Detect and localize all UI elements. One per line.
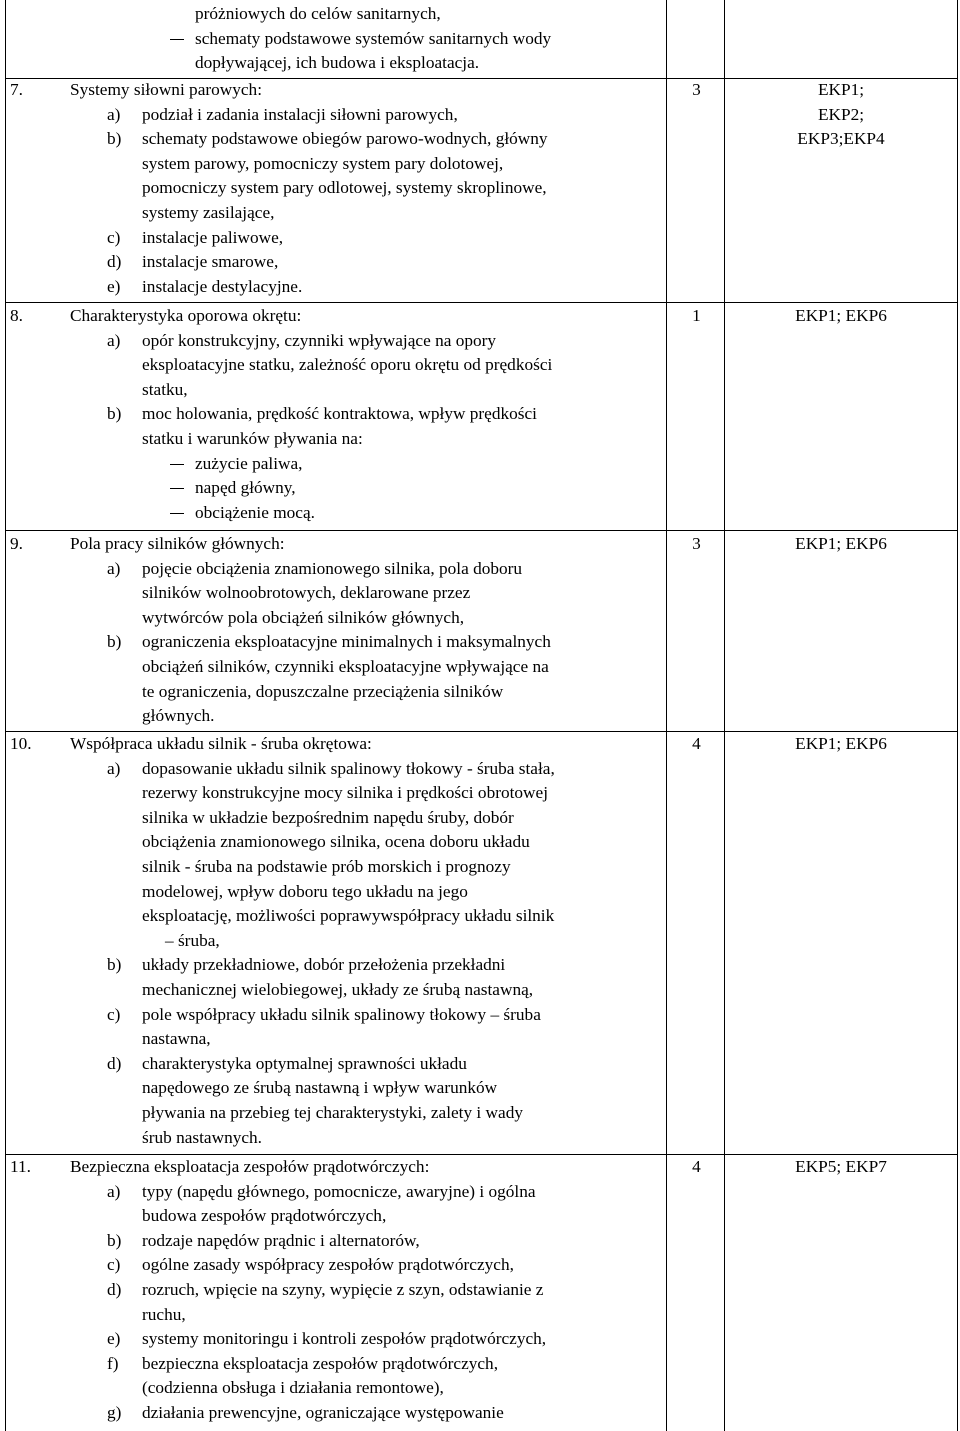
ekp-code: EKP1; EKP6 — [795, 306, 887, 325]
row-separator — [5, 530, 958, 531]
item-letter: c) — [107, 1004, 121, 1024]
item-text: system parowy, pomocniczy system pary dolotowej, — [142, 153, 504, 173]
topic-cell — [10, 732, 665, 1150]
item-letter: b) — [107, 955, 122, 975]
topic-number: 10. — [10, 734, 32, 753]
item-text: obciążenia znamionowego silnika, ocena doboru układu — [142, 832, 530, 852]
ekp-code: EKP2; — [817, 104, 865, 124]
ekp-code: EKP1; EKP6 — [795, 534, 887, 553]
topic-cell — [10, 1155, 665, 1426]
ekp-cell — [728, 304, 954, 329]
ekp-cell — [728, 732, 954, 757]
item-text: działania prewencyjne, ograniczające występowanie — [142, 1402, 504, 1422]
continuation-line — [10, 2, 665, 27]
item-text: napędowego ze śrubą nastawną i wpływ warunków — [142, 1078, 498, 1098]
dash-item-text: napęd główny, — [195, 478, 296, 498]
dash-item-text: zużycie paliwa, — [195, 453, 303, 473]
item-letter: e) — [107, 276, 121, 296]
ekp-cell — [728, 532, 954, 557]
item-letter: g) — [107, 1402, 122, 1422]
row-separator — [5, 302, 958, 303]
continuation-dash-line — [10, 27, 665, 52]
hours-cell: 3 — [692, 80, 701, 99]
item-text: ogólne zasady współpracy zespołów prądotwórczych, — [142, 1255, 514, 1275]
item-text: śrub nastawnych. — [142, 1127, 262, 1147]
item-letter: c) — [107, 227, 121, 247]
column-divider-hours — [666, 0, 667, 1431]
item-letter: d) — [107, 1279, 122, 1299]
item-text: pływania na przebieg tej charakterystyki, zalety i wady — [142, 1102, 523, 1122]
topic-number: 9. — [10, 534, 23, 553]
item-text: rozruch, wpięcie na szyny, wypięcie z szyn, odstawianie z — [142, 1279, 544, 1299]
item-letter: f) — [107, 1353, 119, 1373]
topic-title: Współpraca układu silnik - śruba okrętowa: — [70, 734, 372, 753]
item-text: instalacje smarowe, — [142, 252, 279, 272]
ekp-code: EKP1; — [817, 80, 865, 99]
dash-bullet — [170, 39, 184, 40]
topic-title: Systemy siłowni parowych: — [70, 80, 263, 99]
table-border-left — [5, 0, 6, 1431]
item-letter: a) — [107, 330, 121, 350]
item-text: rezerwy konstrukcyjne mocy silnika i prędkości obrotowej — [142, 783, 548, 803]
item-text: ograniczenia eksploatacyjne minimalnych i maksymalnych — [142, 632, 551, 652]
item-text: charakterystyka optymalnej sprawności układu — [142, 1053, 467, 1073]
ekp-code: EKP3;EKP4 — [797, 129, 885, 149]
topic-title: Pola pracy silników głównych: — [70, 534, 285, 553]
item-letter: b) — [107, 129, 122, 149]
item-text: systemy zasilające, — [142, 202, 275, 222]
item-text: systemy monitoringu i kontroli zespołów prądotwórczych, — [142, 1329, 547, 1349]
item-text: nastawna, — [142, 1029, 211, 1049]
topic-number: 11. — [10, 1157, 31, 1176]
item-text: ruchu, — [142, 1304, 186, 1324]
hours-cell: 3 — [692, 534, 701, 553]
continuation-line — [10, 51, 665, 76]
item-text: modelowej, wpływ doboru tego układu na jego — [142, 881, 468, 901]
dash-bullet — [170, 513, 184, 514]
item-text: eksploatacyjne statku, zależność oporu okrętu od prędkości — [142, 355, 553, 375]
item-text: statku, — [142, 379, 188, 399]
item-text: (codzienna obsługa i działania remontowe), — [142, 1378, 444, 1398]
item-text: rodzaje napędów prądnic i alternatorów, — [142, 1230, 420, 1250]
item-letter: b) — [107, 1230, 122, 1250]
item-letter: d) — [107, 252, 122, 272]
topic-cell — [10, 304, 665, 525]
item-text: dopasowanie układu silnik spalinowy tłokowy - śruba stała, — [142, 758, 555, 778]
item-text: wytwórców pola obciążeń silników głównych, — [142, 607, 465, 627]
topic-cell — [10, 78, 665, 299]
dash-bullet — [170, 488, 184, 489]
topic-cell — [10, 532, 665, 729]
topic-number: 7. — [10, 80, 23, 99]
item-text: typy (napędu głównego, pomocnicze, awaryjne) i ogólna — [142, 1181, 536, 1201]
continuation-text: próżniowych do celów sanitarnych, — [195, 4, 441, 23]
item-text: instalacje destylacyjne. — [142, 276, 303, 296]
item-letter: b) — [107, 632, 122, 652]
item-text: silnik - śruba na podstawie prób morskich i prognozy — [142, 856, 511, 876]
item-text: statku i warunków pływania na: — [142, 428, 363, 448]
item-letter: a) — [107, 1181, 121, 1201]
dash-bullet — [170, 464, 184, 465]
item-text: instalacje paliwowe, — [142, 227, 284, 247]
item-text: te ograniczenia, dopuszczalne przeciążenia silników — [142, 681, 504, 701]
dash-item-text: obciążenie mocą. — [195, 502, 315, 522]
topic-number: 8. — [10, 306, 23, 325]
hours-cell: 4 — [692, 734, 701, 753]
item-text: schematy podstawowe obiegów parowo-wodnych, główny — [142, 129, 548, 149]
item-text: pole współpracy układu silnik spalinowy tłokowy – śruba — [142, 1004, 541, 1024]
item-letter: b) — [107, 404, 122, 424]
item-letter: d) — [107, 1053, 122, 1073]
item-text: silników wolnoobrotowych, deklarowane przez — [142, 583, 471, 603]
item-text: silnika w układzie bezpośrednim napędu śruby, dobór — [142, 807, 514, 827]
item-letter: e) — [107, 1329, 121, 1349]
continuation-text: dopływającej, ich budowa i eksploatacja. — [195, 53, 480, 73]
table-border-right — [957, 0, 958, 1431]
item-letter: a) — [107, 104, 121, 124]
item-text: obciążeń silników, czynniki eksploatacyjne wpływające na — [142, 656, 549, 676]
continuation-text: schematy podstawowe systemów sanitarnych wody — [195, 28, 552, 48]
item-text: pomocniczy system pary odlotowej, systemy skroplinowe, — [142, 178, 547, 198]
item-text: eksploatację, możliwości poprawywspółpracy układu silnik — [142, 906, 555, 926]
item-text: – śruba, — [165, 930, 220, 950]
hours-cell: 1 — [692, 306, 701, 325]
item-text: budowa zespołów prądotwórczych, — [142, 1206, 387, 1226]
item-text: moc holowania, prędkość kontraktowa, wpływ prędkości — [142, 404, 537, 424]
column-divider-ekp — [724, 0, 725, 1431]
ekp-cell — [728, 1155, 954, 1180]
topic-cell — [10, 2, 665, 76]
item-text: układy przekładniowe, dobór przełożenia przekładni — [142, 955, 506, 975]
item-text: opór konstrukcyjny, czynniki wpływające na opory — [142, 330, 497, 350]
item-letter: a) — [107, 758, 121, 778]
item-text: podział i zadania instalacji siłowni parowych, — [142, 104, 458, 124]
ekp-cell — [728, 78, 954, 152]
item-text: bezpieczna eksploatacja zespołów prądotwórczych, — [142, 1353, 499, 1373]
ekp-code: EKP1; EKP6 — [795, 734, 887, 753]
item-text: głównych. — [142, 706, 215, 726]
topic-title: Bezpieczna eksploatacja zespołów prądotwórczych: — [70, 1157, 430, 1176]
hours-cell: 4 — [692, 1157, 701, 1176]
ekp-code: EKP5; EKP7 — [795, 1157, 887, 1176]
item-text: mechanicznej wielobiegowej, układy ze śrubą nastawną, — [142, 979, 534, 999]
item-letter: c) — [107, 1255, 121, 1275]
item-text: pojęcie obciążenia znamionowego silnika, pola doboru — [142, 558, 523, 578]
item-letter: a) — [107, 558, 121, 578]
topic-title: Charakterystyka oporowa okrętu: — [70, 306, 302, 325]
